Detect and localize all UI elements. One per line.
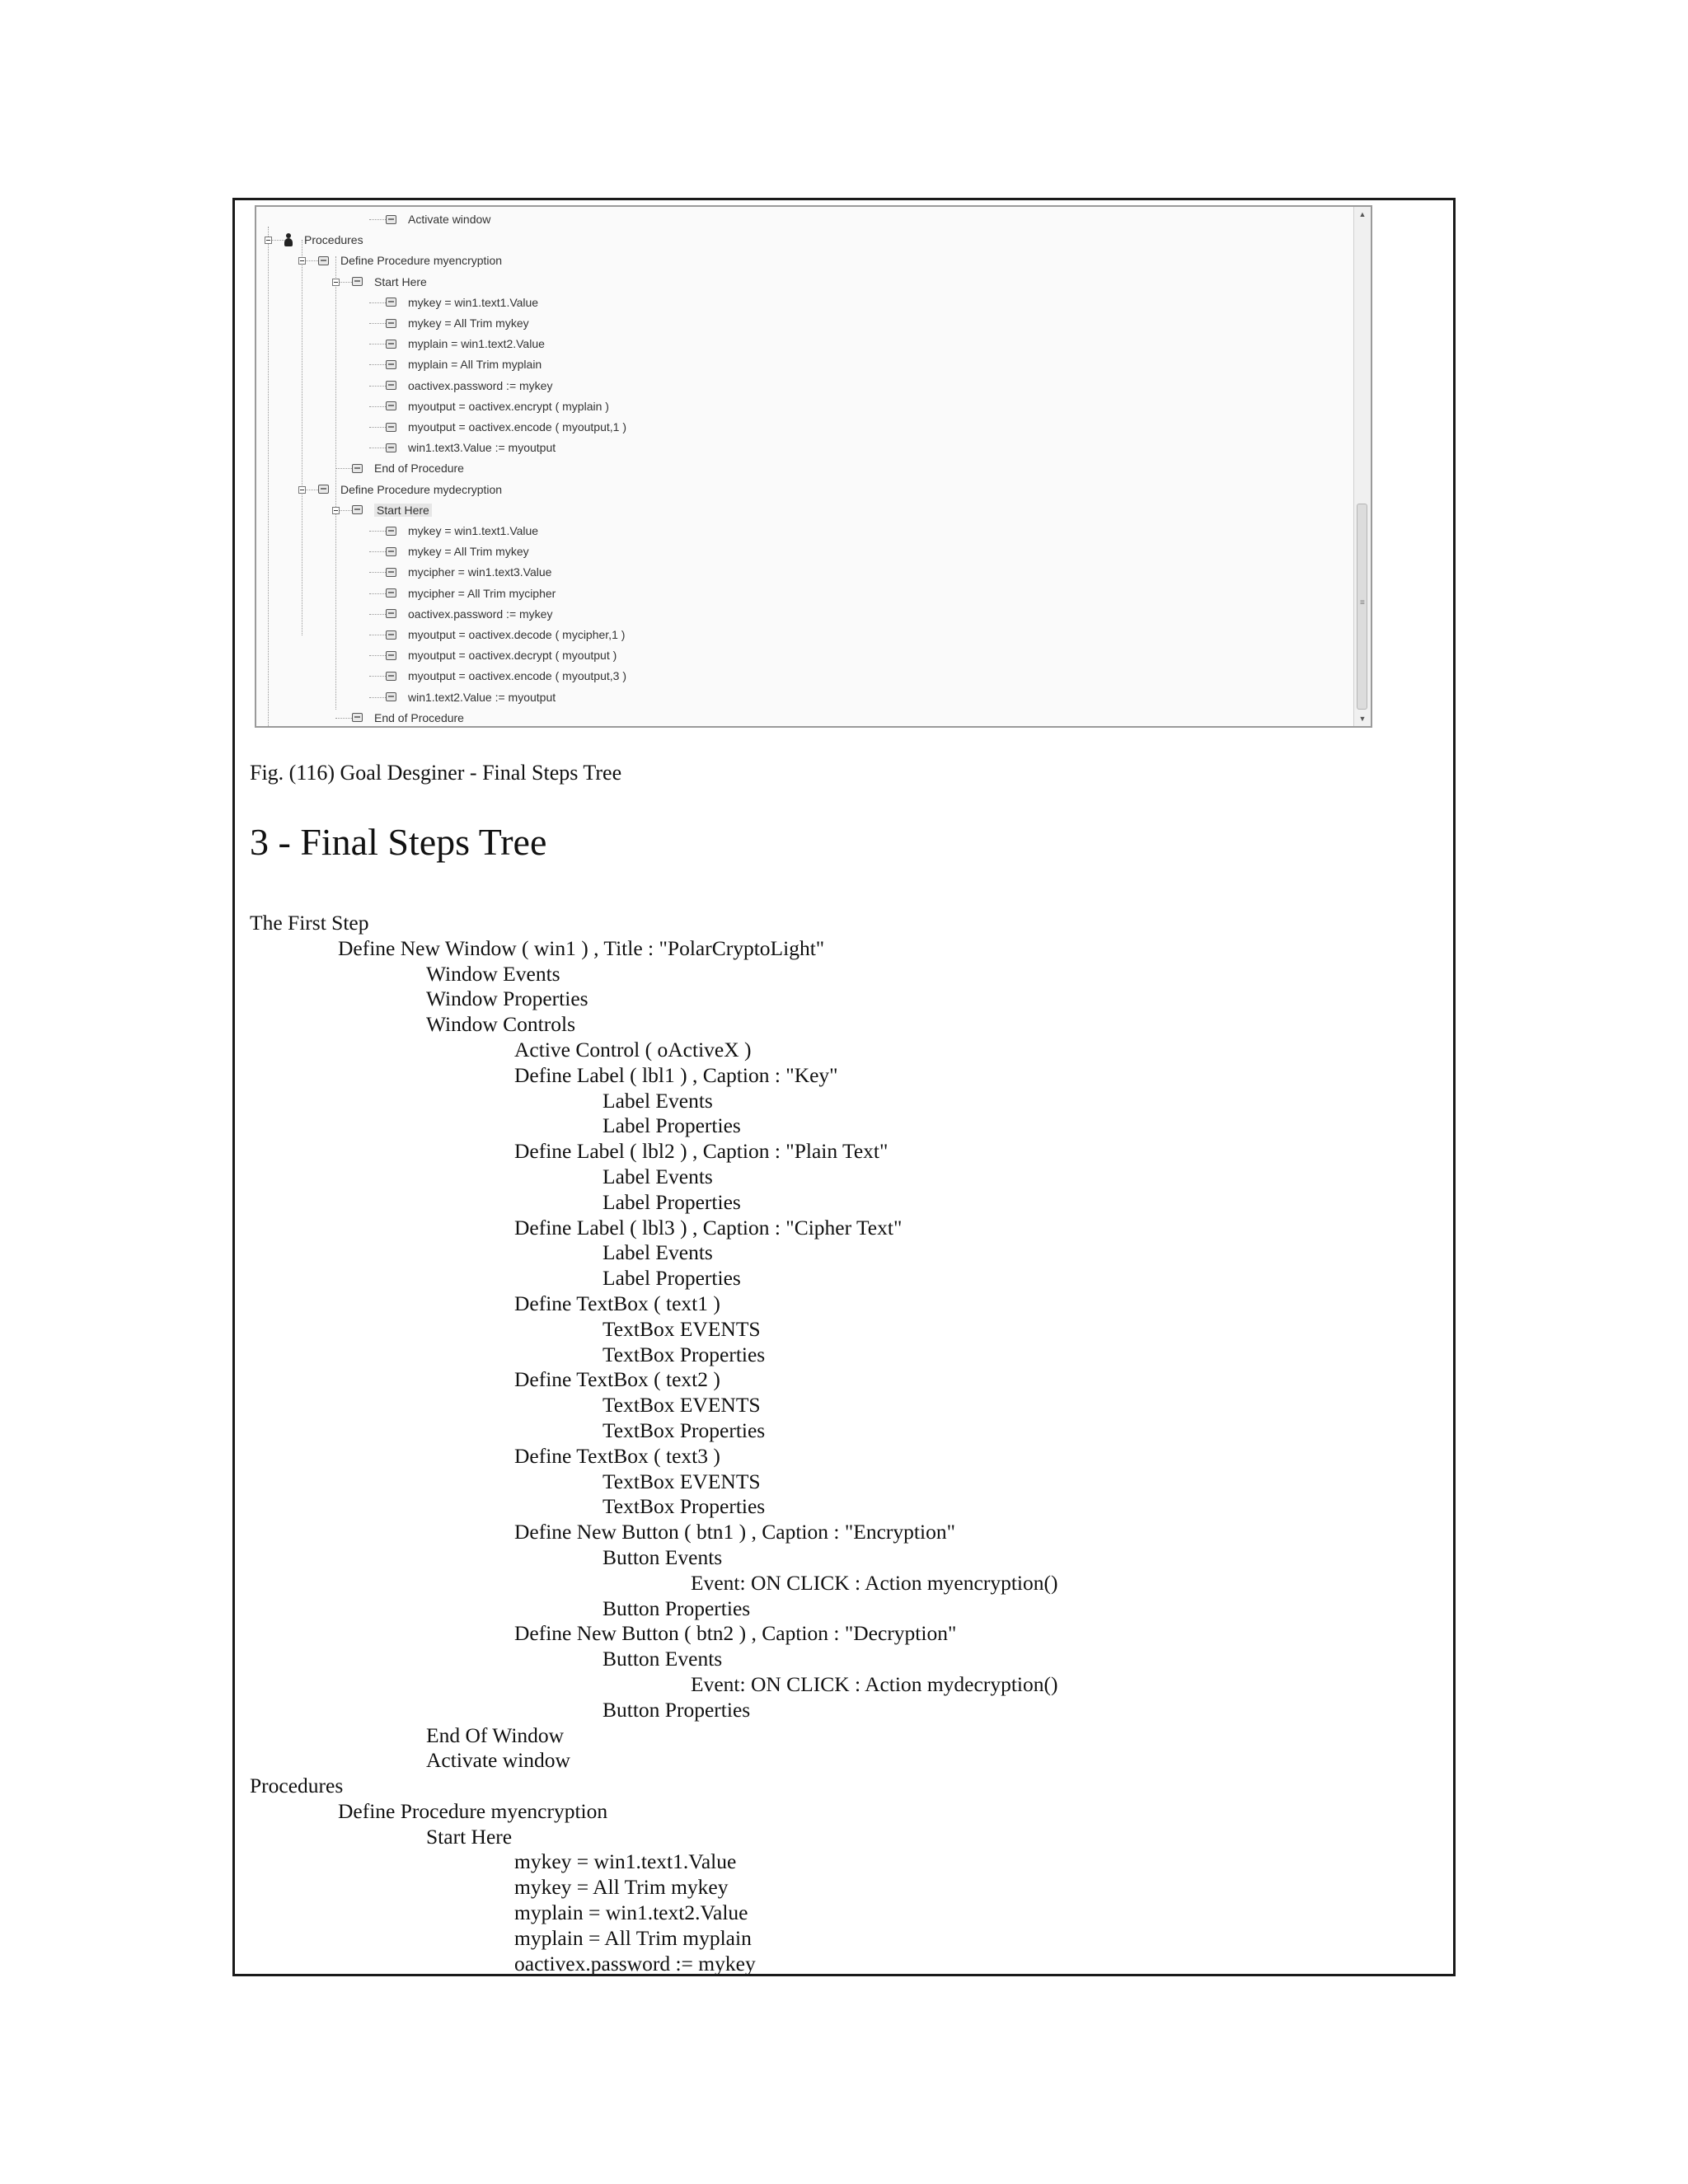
step-line: TextBox Properties	[603, 1418, 766, 1442]
tree-connector	[369, 551, 386, 552]
page-frame	[232, 198, 1456, 1976]
tree-connector	[369, 364, 386, 365]
step-icon	[386, 547, 396, 556]
tree-node-label: End of Procedure	[374, 462, 464, 476]
tree-node[interactable]	[386, 417, 626, 437]
step-icon	[386, 630, 396, 640]
tree-node-label: myplain = All Trim myplain	[408, 358, 542, 372]
step-line: TextBox EVENTS	[603, 1393, 761, 1418]
step-line: Define Label ( lbl3 ) , Caption : "Cipher Text"	[514, 1215, 903, 1240]
step-line: Button Properties	[603, 1596, 751, 1620]
step-icon	[386, 215, 396, 224]
tree-connector	[369, 676, 386, 677]
tree-node[interactable]	[352, 272, 427, 292]
step-line: Label Properties	[603, 1113, 741, 1138]
step-line: Define Procedure myencryption	[338, 1798, 608, 1823]
tree-connector	[369, 427, 386, 428]
tree-node-label: mykey = All Trim mykey	[408, 545, 529, 559]
collapse-icon[interactable]	[298, 486, 306, 494]
tree-node-label: mykey = win1.text1.Value	[408, 295, 539, 309]
step-line: Button Properties	[603, 1697, 751, 1722]
step-line: mykey = All Trim mykey	[514, 1875, 729, 1900]
step-line: Label Events	[603, 1164, 713, 1188]
collapse-icon[interactable]	[332, 279, 340, 286]
step-icon	[386, 651, 396, 660]
tree-node[interactable]	[386, 562, 551, 582]
step-line: Define TextBox ( text3 )	[514, 1443, 720, 1468]
collapse-icon[interactable]	[265, 237, 272, 244]
grip-icon: ≡	[1360, 598, 1365, 607]
tree-connector	[369, 572, 386, 573]
tree-node[interactable]	[386, 334, 545, 354]
tree-node[interactable]	[386, 376, 552, 396]
tree-node-label: mycipher = win1.text3.Value	[408, 565, 552, 579]
tree-connector	[369, 386, 386, 387]
tree-connector	[369, 593, 386, 594]
step-line: TextBox Properties	[603, 1342, 766, 1366]
tree-connector	[369, 531, 386, 532]
procedures-icon	[284, 233, 293, 246]
step-line: Label Events	[603, 1240, 713, 1265]
tree-node[interactable]	[386, 396, 609, 416]
tree-node[interactable]	[386, 604, 552, 624]
step-line: Label Properties	[603, 1189, 741, 1214]
tree-connector	[369, 219, 386, 220]
step-icon	[386, 340, 396, 349]
step-line: Procedures	[250, 1774, 344, 1798]
tree-node-label: myoutput = oactivex.encrypt ( myplain )	[408, 399, 609, 413]
step-line: Define New Button ( btn2 ) , Caption : "Decryption"	[514, 1621, 957, 1646]
step-line: Define TextBox ( text2 )	[514, 1367, 720, 1392]
tree-connector	[369, 655, 386, 656]
tree-connector	[369, 302, 386, 303]
tree-node-label: Define Procedure mydecryption	[340, 482, 503, 496]
step-line: oactivex.password := mykey	[514, 1951, 756, 1975]
step-line: The First Step	[250, 911, 369, 935]
tree-node-label: oactivex.password := mykey	[408, 607, 553, 621]
tree-node-label: Procedures	[304, 233, 363, 247]
steps-outline	[250, 911, 1437, 1976]
tree-screenshot	[255, 205, 1372, 728]
step-line: End Of Window	[426, 1722, 565, 1747]
step-line: Event: ON CLICK : Action myencryption()	[691, 1570, 1058, 1595]
step-line: Define Label ( lbl2 ) , Caption : "Plain Text"	[514, 1139, 889, 1164]
step-icon	[318, 256, 329, 265]
tree-node-label: myplain = win1.text2.Value	[408, 337, 545, 351]
tree-node-label: Start Here	[374, 274, 427, 288]
scroll-up-icon[interactable]: ▲	[1358, 210, 1367, 218]
tree-node-label: myoutput = oactivex.encode ( myoutput,3 )	[408, 669, 626, 683]
scroll-down-icon[interactable]: ▼	[1358, 715, 1367, 723]
step-icon	[386, 381, 396, 390]
tree-node[interactable]	[386, 521, 538, 541]
tree-node[interactable]	[352, 458, 464, 478]
tree-node-label: myoutput = oactivex.encode ( myoutput,1 )	[408, 420, 626, 434]
tree-node[interactable]	[386, 625, 625, 644]
step-icon	[386, 360, 396, 369]
tree-guide-line	[268, 227, 269, 728]
step-line: Button Events	[603, 1544, 723, 1569]
tree-node[interactable]	[352, 708, 464, 728]
tree-node-label: Start Here	[374, 504, 432, 517]
tree-node[interactable]	[386, 541, 529, 561]
step-line: Define Label ( lbl1 ) , Caption : "Key"	[514, 1062, 838, 1087]
collapse-icon[interactable]	[332, 507, 340, 514]
tree-node-label: End of Procedure	[374, 710, 464, 724]
tree-node[interactable]	[386, 687, 556, 707]
step-line: Label Properties	[603, 1266, 741, 1291]
step-line: TextBox EVENTS	[603, 1469, 761, 1493]
scroll-thumb[interactable]	[1357, 504, 1367, 710]
step-icon	[318, 485, 329, 494]
tree-node-label: Define Procedure myencryption	[340, 254, 503, 268]
tree-node-label: oactivex.password := mykey	[408, 378, 553, 392]
step-icon	[386, 401, 396, 410]
step-line: Define New Button ( btn1 ) , Caption : "Encryption"	[514, 1520, 955, 1544]
tree-connector	[369, 697, 386, 698]
tree-node[interactable]	[386, 438, 556, 457]
section-heading: 3 - Final Steps Tree	[250, 821, 547, 863]
step-line: Window Controls	[426, 1012, 576, 1037]
tree-node[interactable]	[386, 354, 542, 374]
step-icon	[386, 588, 396, 598]
step-line: Active Control ( oActiveX )	[514, 1037, 752, 1062]
step-icon	[386, 319, 396, 328]
tree-node[interactable]	[386, 666, 626, 686]
step-line: myplain = All Trim myplain	[514, 1925, 752, 1950]
step-icon	[386, 298, 396, 307]
step-line: TextBox EVENTS	[603, 1316, 761, 1341]
tree-node-label: mykey = win1.text1.Value	[408, 524, 539, 537]
step-icon	[352, 505, 363, 514]
step-icon	[386, 672, 396, 681]
step-line: Define TextBox ( text1 )	[514, 1291, 720, 1315]
step-line: Activate window	[426, 1748, 570, 1773]
step-icon	[352, 277, 363, 286]
step-icon	[352, 713, 363, 722]
tree-node-label: win1.text3.Value := myoutput	[408, 441, 556, 455]
step-line: Event: ON CLICK : Action mydecryption()	[691, 1671, 1058, 1696]
step-icon	[386, 609, 396, 618]
step-icon	[386, 423, 396, 432]
step-icon	[386, 692, 396, 701]
step-icon	[386, 443, 396, 452]
tree-node-label: myoutput = oactivex.decode ( mycipher,1 )	[408, 628, 626, 641]
step-line: Label Events	[603, 1088, 713, 1113]
step-line: myplain = win1.text2.Value	[514, 1900, 748, 1925]
tree-node-label: Activate window	[408, 213, 491, 226]
tree-node-label: myoutput = oactivex.decrypt ( myoutput )	[408, 649, 617, 663]
tree-node[interactable]	[386, 313, 529, 333]
step-line: Window Events	[426, 961, 560, 986]
step-line: Window Properties	[426, 987, 588, 1011]
tree-connector	[369, 406, 386, 407]
figure-caption: Fig. (116) Goal Desginer - Final Steps Tree	[250, 761, 622, 785]
tree-node[interactable]	[386, 645, 617, 665]
tree-node[interactable]	[386, 583, 556, 603]
tree-connector	[369, 323, 386, 324]
tree-node[interactable]	[318, 251, 502, 270]
tree-node[interactable]	[318, 480, 502, 499]
step-line: Define New Window ( win1 ) , Title : "PolarCryptoLight"	[338, 935, 825, 960]
tree-node-label: mykey = All Trim mykey	[408, 316, 529, 330]
tree-scrollbar[interactable]	[1353, 207, 1371, 726]
tree-connector	[335, 468, 352, 469]
tree-node[interactable]	[284, 230, 363, 250]
tree-connector	[369, 614, 386, 615]
tree-node[interactable]	[386, 209, 490, 229]
step-line: TextBox Properties	[603, 1494, 766, 1519]
step-icon	[386, 527, 396, 536]
step-line: mykey = win1.text1.Value	[514, 1849, 737, 1874]
step-icon	[352, 464, 363, 473]
step-line: Start Here	[426, 1824, 513, 1849]
collapse-icon[interactable]	[298, 257, 306, 265]
step-icon	[386, 568, 396, 577]
tree-node-label: win1.text2.Value := myoutput	[408, 690, 556, 704]
step-line: Button Events	[603, 1647, 723, 1671]
tree-node-label: mycipher = All Trim mycipher	[408, 586, 556, 600]
tree-node[interactable]	[352, 500, 432, 520]
tree-connector	[335, 718, 352, 719]
tree-node[interactable]	[386, 293, 538, 312]
